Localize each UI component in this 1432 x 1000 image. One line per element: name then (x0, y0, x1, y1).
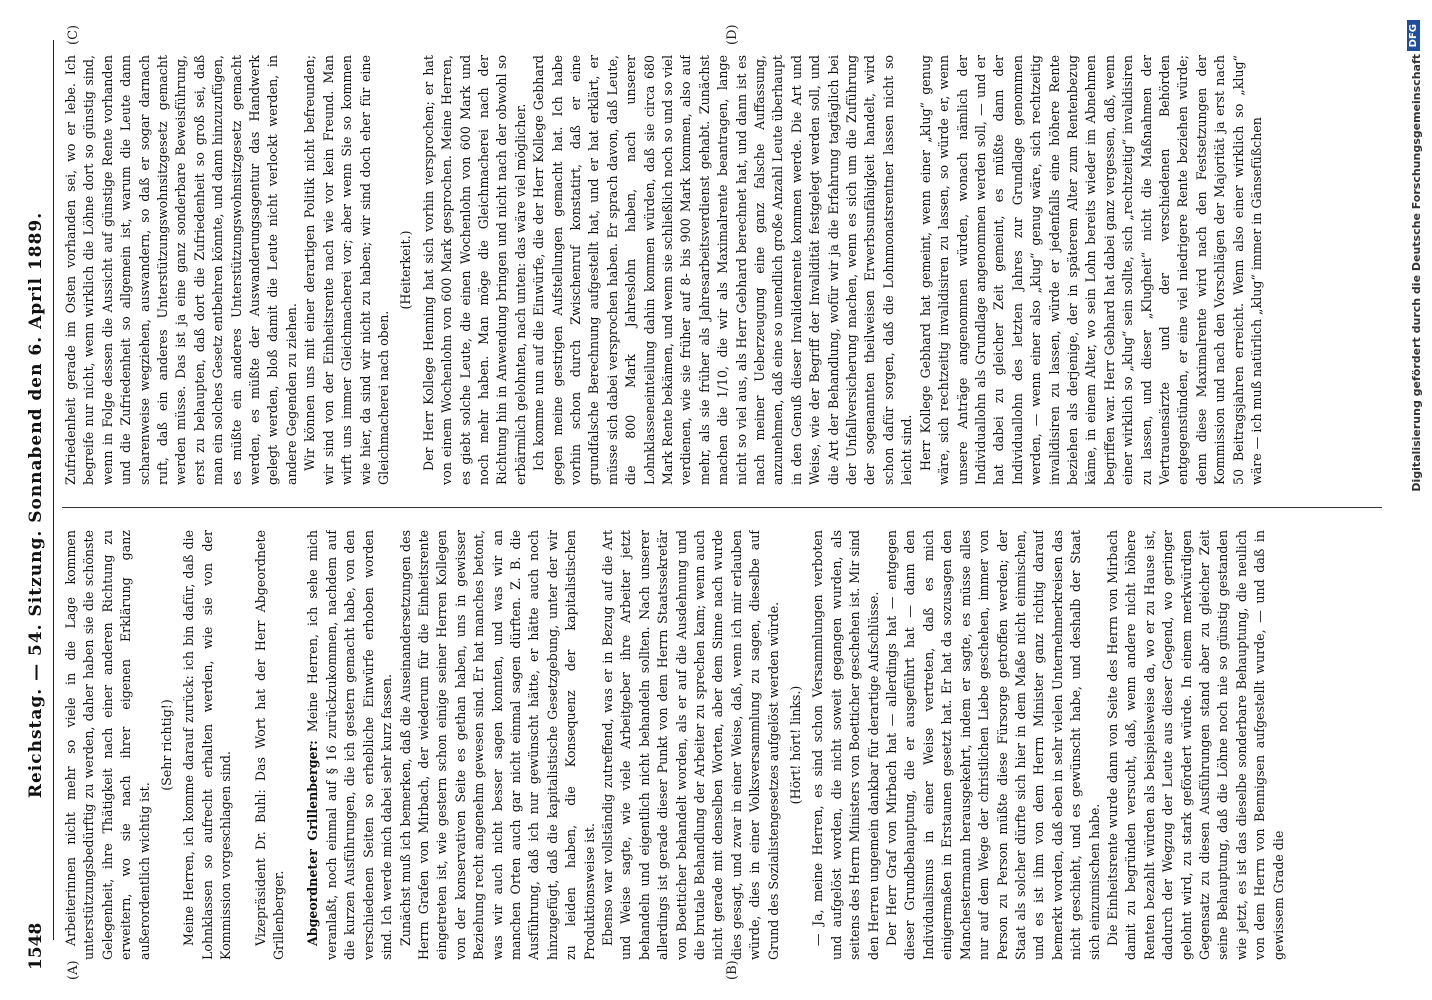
paragraph: Der Herr Kollege Henning hat sich vorhin versprochen; er hat von einem Wochenlohn von 600 Mark gesprochen. Meine Herren, es giebt solche Leute, die einen Wochenlohn von 600 Mark und noch mehr haben. Man möge die Gleichmacherei nach der Richtung hin in Anwendung bringen und nicht nach der obwohl so erbärmlich gelohnten, nach unten: das wäre viel möglicher. (420, 55, 528, 485)
paragraph: Meine Herren, ich komme darauf zurück: ich bin dafür, daß die Lohnklassen so aufrecht erhalten werden, wie sie von der Kommission vorgeschlagen sind. (181, 530, 234, 960)
header-rule (53, 40, 54, 940)
paragraph: Ich komme nun auf die Einwürfe, die der Herr Kollege Gebhard gegen meine gestrigen Aufstellungen gemacht hat. Ich habe vorhin schon durch Zwischenruf konstatirt, daß er eine grundfalsche Berechnung aufgestellt hat, und er hat erklärt, er müsse sich dabei versprochen haben. Er sprach davon, daß Leute, die 800 Mark Jahreslohn haben, nach unserer Lohnklasseneinteilung dahin kommen würden, daß sie circa 680 Mark Rente bekämen, und wenn sie schließlich noch so und so viel verdienen, wie sie früher auf 8- bis 900 Mark kommen, also auf mehr, als sie früher als Jahresarbeitsverdienst gehabt. Zunächst machen die 1/10, die wir als Maximalrente beantragen, lange nicht so viel aus, als Herr Gebhard berechnet hat, und dann ist es nach meiner Ueberzeugung eine ganz falsche Auffassung, anzunehmen, daß eine so unendlich große Anzahl Leute überhaupt in den Genuß dieser Invalidenrente kommen werde. Die Art und Weise, wie der Begriff der Invalidität festgelegt werden soll, und die Art der Behandlung, wofür wir ja die Erfahrung tagtäglich bei der Unfallversicherung machen, wenn es sich um die Zuführung der sogenannten theilweisen Erwerbsunfähigkeit handelt, wird schon dafür sorgen, daß die Lohnmonatsrentner lassen nicht so leicht sind. (531, 55, 915, 485)
right-column (62, 55, 1382, 485)
speaker-announcement: Vizepräsident Dr. Buhl: Das Wort hat der Herr Abgeordnete Grillenberger. (252, 530, 287, 960)
speech-text: Meine Herren, ich sehe mich veranlaßt, noch einmal auf § 16 zurückzukommen, nachdem auf die kurzen Ausführungen, die ich gestern gemacht habe, von den verschiedenen Seiten so erhebliche Einwürfe erhoben worden sind. Ich werde mich dabei sehr kurz fassen. (305, 530, 395, 960)
margin-marker-d: (D) (725, 24, 740, 45)
page-title: Reichstag. — 54. Sitzung. Sonnabend den 6. April 1889. (26, 211, 46, 799)
margin-marker-c: (C) (66, 24, 81, 45)
footer-text: Digitalisierung gefördert durch die Deutsche Forschungsgemeinschaft (1410, 54, 1423, 492)
page-number: 1548 (26, 922, 46, 970)
paragraph: Ebenso war vollständig zutreffend, was er in Bezug auf die Art und Weise sagte, wie viele Arbeitgeber ihre Arbeiter jetzt behandeln und eigentlich nicht behandeln sollten. Nach unserer allerdings ist gerade dieser Punkt von dem Herrn Staatssekretär von Boetticher behandelt worden, als er auf die Ausdehnung und die brutale Behandlung der Arbeiter zu sprechen kam; wenn auch nicht gerade mit denselben Worten, aber dem Sinne nach wurde dies gesagt, und zwar in einer Weise, daß, wenn ich mir erlauben würde, dies in einer Volksversammlung zu sagen, dieselbe auf Grund des Sozialistengesetzes aufgelöst werden würde. (599, 530, 781, 960)
speech-paragraph (304, 530, 396, 960)
paragraph: Zunächst muß ich bemerken, daß die Auseinandersetzungen des Herrn Grafen von Mirbach, der wiederum für die Einheitsrente eingetreten ist, wie gestern schon einige seiner Herren Kollegen von der konservativen Seite es gethan haben, uns in gewisser Beziehung recht angenehm gewesen sind. Er hat manches betont, was wir auch nicht besser sagen konnten, und was wir an manchen Orten auch gar nicht einmal sagen dürften. Z. B. die Ausführung, daß ich nur gewünscht hätte, er hätte auch noch hinzugefügt, daß die kapitalistische Gesetzgebung, unter der wir zu leiden haben, die Konsequenz der kapitalistischen Produktionsweise ist. (397, 530, 597, 960)
speaker-name: Abgeordneter Grillenberger: (305, 740, 321, 946)
paragraph: Herr Kollege Gebhard hat gemeint, wenn einer „klug“ genug wäre, sich rechtzeitig invalidisiren zu lassen, so würde er, wenn unsere Anträge angenommen würden, wonach nämlich der Individuallohn als Grundlage angenommen werden soll, — und er hat dabei zu gleicher Zeit gemeint, es müßte dann der Individuallohn des letzten Jahres zur Grundlage genommen werden, — wenn einer also „klug“ genug wäre, sich rechtzeitig invalidisiren zu lassen, würde er jedenfalls eine höhere Rente beziehen als derjenige, der in späterem Alter zum Rentenbezug käme, in einem Alter, wo sein Lohn bereits wieder im Abnehmen begriffen war. Herr Gebhard hat dabei ganz vergessen, daß, wenn einer wirklich so „klug“ sein sollte, sich „rechtzeitig“ invalidisiren zu lassen, und dieser „Klugheit“ nicht die Maßnahmen der Vertrauensärzte und der verschiedenen Behörden entgegenstünden, er eine viel niedrigere Rente beziehen würde; denn diese Maximalrente wird nach den Festsetzungen der Kommission und nach den Vorschlägen der Majorität ja erst nach 50 Beitragsjahren erreicht. Wenn also einer wirklich so „klug“ wäre — ich muß natürlich „klug“ immer in Gänsefüßchen (917, 55, 1264, 485)
paragraph: — Ja, meine Herren, es sind schon Versammlungen verboten und aufgelöst worden, die nicht soweit gegangen wurden, als seitens des Herrn Ministers von Boetticher geschehen ist. Mir sind den Herren ungemein dankbar für derartige Aufschlüsse. (810, 530, 881, 960)
paragraph: Der Herr Graf von Mirbach hat — allerdings hat — entgegen dieser Grundbehauptung, die er ausgeführt hat — dann den Individualismus in einer Weise vertreten, daß es mich einigermaßen in Erstaunen gesetzt hat. Er hat da sozusagen den Manchestermann herausgekehrt, indem er sagte, es müsse alles nur auf dem Wege der christlichen Liebe geschehen, immer von Person zu Person müßte diese Fürsorge getroffen werden; der Staat als solcher dürfte sich hier in dem Maße nicht einmischen, und es ist ihm von dem Herrn Minister ganz richtig darauf bemerkt worden, daß eben in sehr vielen Unternehmerkreisen das nicht geschieht, und es gewünscht habe, und deshalb der Staat sich einzumischen habe. (884, 530, 1102, 960)
dfg-logo: DFG (1407, 20, 1420, 51)
interjection: (Heiterkeit.) (398, 230, 414, 310)
left-column (62, 530, 1382, 960)
paragraph: Zufriedenheit gerade im Osten vorhanden sei, wo er lebe. Ich begreife nur nicht, wenn wirklich die Löhne dort so günstig sind, wenn in Folge dessen die Aussicht auf günstige Rente vorhanden und die Zufriedenheit so allgemein ist, warum die Leute dann scharenweise wegziehen, auswandern, so daß er sogar darnach ruft, daß ein anderes Unterstützungswohnsitzgesetz gemacht werden müsse. Das ist ja eine ganz sonderbare Beweisführung, erst zu behaupten, daß dort die Zufriedenheit so groß sei, daß man ein solches Gesetz entbehren könnte, und dann hinzuzufügen, es müßte ein anderes Unterstützungswohnsitzgesetz gemacht werden, es müßte der Auswanderungsagentur das Handwerk gelegt werden, bloß damit die Leute nicht verlockt werden, in andere Gegenden zu ziehen. (63, 55, 299, 485)
column-divider (62, 507, 1382, 508)
paragraph: Wir können uns mit einer derartigen Politik nicht befreunden; wir sind von der Einheitsrente nach wie vor kein Freund. Man wirft uns immer Gleichmacherei vor; aber wenn Sie so kommen wie hier, da sind wir nicht zu haben; wir sind doch eher für eine Gleichmacherei nach oben. (302, 55, 391, 485)
paragraph: Die Einheitsrente wurde dann von Seite des Herrn von Mirbach damit zu begründen versucht, daß, wenn andere nicht höhere Renten bezahlt würden als beispielsweise da, wo er zu Hause ist, dadurch der Wegzug der Leute aus dieser Gegend, wo geringer gelohnt wird, zu stark gefördert würde. In einem merkwürdigen Gegensatz zu diesen Ausführungen stand aber zu gleicher Zeit seine Behauptung, daß die Löhne noch nie so günstig gestanden wie jetzt, es ist das dieselbe sonderbare Behauptung, die neulich von dem Herrn von Bennigsen aufgestellt wurde, — und daß in gewissem Grade die (1104, 530, 1286, 960)
digitization-footer (1410, 20, 1428, 980)
interjection: (Hört! hört! links.) (788, 685, 804, 805)
page-header (20, 40, 54, 970)
interjection: (Sehr richtig!) (159, 699, 175, 791)
margin-marker-a: (A) (66, 960, 81, 980)
margin-marker-b: (B) (725, 960, 740, 980)
paragraph: Arbeiterinnen nicht mehr so viele in die Lage kommen unterstützungsbedürftig zu werden, daher haben sie die schönste Gelegenheit, ihre Thätigkeit nach einer anderen Richtung zu erweitern, wo sie nach ihrer eigenen Erklärung ganz außerordentlich wichtig ist. (63, 530, 152, 960)
